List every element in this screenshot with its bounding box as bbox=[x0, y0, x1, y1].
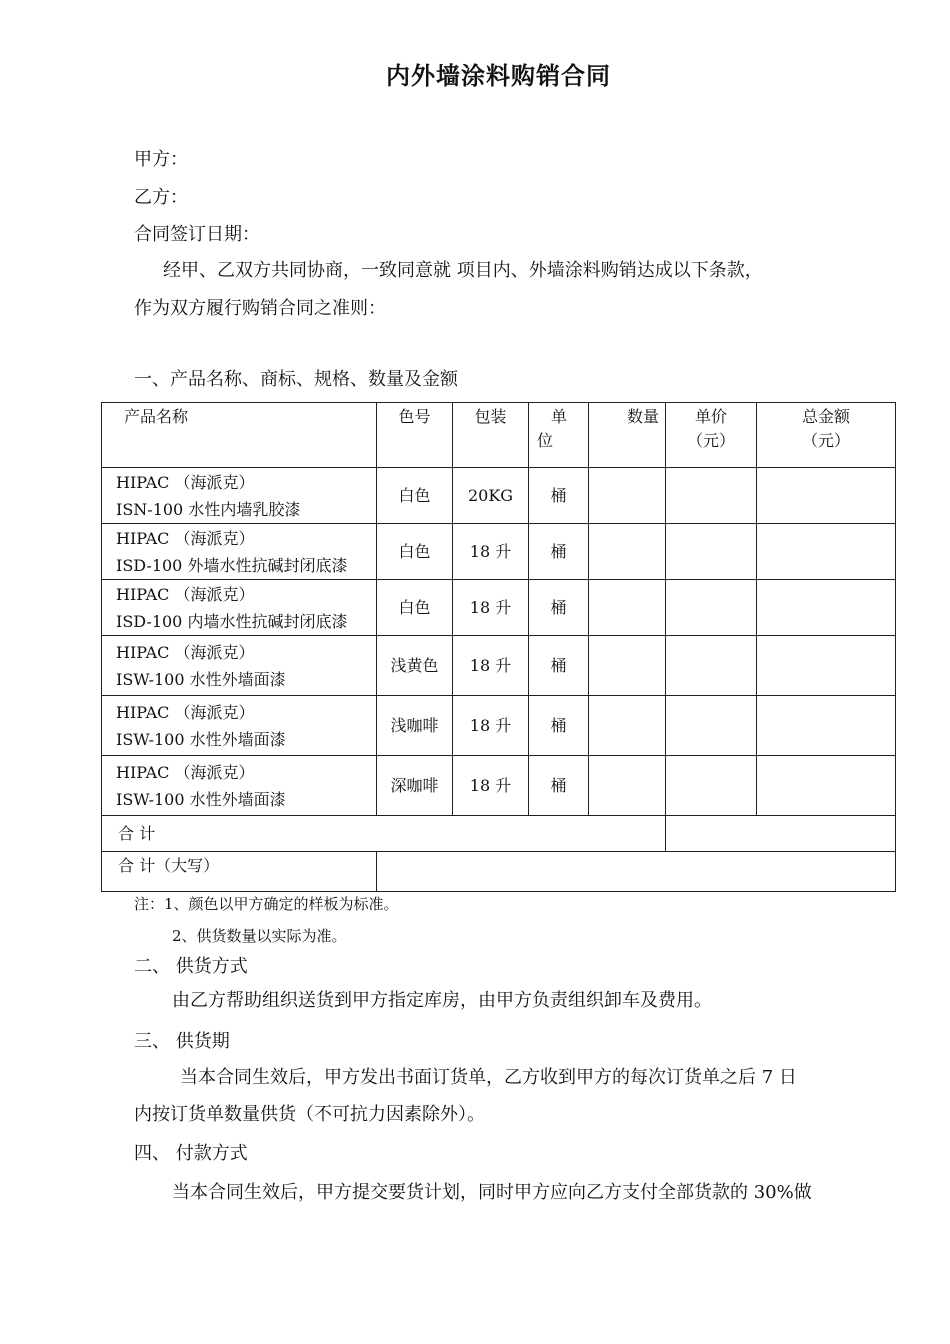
table-row bbox=[102, 696, 896, 756]
table-header-row bbox=[102, 403, 896, 468]
intro-paragraph-line1: 经甲、乙双方共同协商，一致同意就 项目内、外墙涂料购销达成以下条款， bbox=[163, 260, 763, 281]
table-sum-row bbox=[102, 816, 896, 852]
total-cell bbox=[757, 524, 896, 580]
table-row bbox=[102, 468, 896, 524]
note-2: 2、供货数量以实际为准。 bbox=[172, 927, 347, 945]
product-brand: HIPAC （海派克） bbox=[116, 702, 255, 722]
header-color: 色号 bbox=[377, 403, 453, 468]
unit-price-cell bbox=[666, 756, 757, 816]
product-model: ISW-100 水性外墙面漆 bbox=[116, 669, 286, 689]
header-unit-price-line2: （元） bbox=[686, 431, 735, 450]
section3-paragraph-line2: 内按订货单数量供货（不可抗力因素除外）。 bbox=[134, 1104, 485, 1125]
header-total-line1: 总金额 bbox=[801, 407, 850, 426]
unit-price-cell bbox=[666, 580, 757, 636]
product-name-cell bbox=[102, 580, 377, 636]
total-cell bbox=[757, 580, 896, 636]
sum-caps-label: 合 计（大写） bbox=[102, 852, 377, 892]
sign-date-label: 合同签订日期： bbox=[134, 224, 260, 245]
table-row bbox=[102, 756, 896, 816]
product-name-cell bbox=[102, 468, 377, 524]
quantity-cell bbox=[589, 756, 666, 816]
header-unit-line1: 单 bbox=[551, 407, 568, 426]
product-brand: HIPAC （海派克） bbox=[116, 584, 255, 604]
sum-value-cell bbox=[666, 816, 896, 852]
total-cell bbox=[757, 696, 896, 756]
table-row bbox=[102, 580, 896, 636]
product-brand: HIPAC （海派克） bbox=[116, 528, 255, 548]
product-model: ISW-100 水性外墙面漆 bbox=[116, 789, 286, 809]
package-cell: 18 升 bbox=[453, 636, 529, 696]
product-name-cell bbox=[102, 696, 377, 756]
section3-title: 三、 供货期 bbox=[134, 1031, 230, 1052]
section2-title: 二、 供货方式 bbox=[134, 956, 248, 977]
package-cell: 18 升 bbox=[453, 580, 529, 636]
unit-price-cell bbox=[666, 468, 757, 524]
unit-cell: 桶 bbox=[529, 580, 589, 636]
unit-price-cell bbox=[666, 524, 757, 580]
quantity-cell bbox=[589, 636, 666, 696]
product-name-cell bbox=[102, 756, 377, 816]
section1-title: 一、产品名称、商标、规格、数量及金额 bbox=[134, 369, 458, 390]
product-model: ISD-100 外墙水性抗碱封闭底漆 bbox=[116, 555, 348, 575]
party-b-label: 乙方： bbox=[134, 187, 188, 208]
quantity-cell bbox=[589, 524, 666, 580]
sum-caps-value-cell bbox=[377, 852, 896, 892]
header-package: 包装 bbox=[453, 403, 529, 468]
header-unit-price bbox=[666, 403, 757, 468]
product-model: ISN-100 水性内墙乳胶漆 bbox=[116, 499, 301, 519]
header-total-amount bbox=[757, 403, 896, 468]
header-unit bbox=[529, 403, 589, 468]
unit-cell: 桶 bbox=[529, 468, 589, 524]
header-unit-price-line1: 单价 bbox=[694, 407, 727, 426]
total-cell bbox=[757, 756, 896, 816]
product-brand: HIPAC （海派克） bbox=[116, 472, 255, 492]
color-cell: 浅黄色 bbox=[377, 636, 453, 696]
goods-table bbox=[101, 402, 896, 892]
color-cell: 白色 bbox=[377, 524, 453, 580]
package-cell: 20KG bbox=[453, 468, 529, 524]
table-row bbox=[102, 636, 896, 696]
color-cell: 白色 bbox=[377, 580, 453, 636]
product-brand: HIPAC （海派克） bbox=[116, 642, 255, 662]
color-cell: 浅咖啡 bbox=[377, 696, 453, 756]
header-quantity: 数量 bbox=[589, 403, 666, 468]
sum-label: 合 计 bbox=[102, 816, 666, 852]
unit-cell: 桶 bbox=[529, 524, 589, 580]
product-model: ISD-100 内墙水性抗碱封闭底漆 bbox=[116, 611, 348, 631]
quantity-cell bbox=[589, 580, 666, 636]
package-cell: 18 升 bbox=[453, 696, 529, 756]
quantity-cell bbox=[589, 468, 666, 524]
package-cell: 18 升 bbox=[453, 524, 529, 580]
unit-cell: 桶 bbox=[529, 696, 589, 756]
color-cell: 深咖啡 bbox=[377, 756, 453, 816]
unit-cell: 桶 bbox=[529, 756, 589, 816]
table-row bbox=[102, 524, 896, 580]
color-cell: 白色 bbox=[377, 468, 453, 524]
package-cell: 18 升 bbox=[453, 756, 529, 816]
product-model: ISW-100 水性外墙面漆 bbox=[116, 729, 286, 749]
product-name-cell bbox=[102, 636, 377, 696]
product-brand: HIPAC （海派克） bbox=[116, 762, 255, 782]
section3-paragraph-line1: 当本合同生效后，甲方发出书面订货单，乙方收到甲方的每次订货单之后 7 日 bbox=[180, 1067, 797, 1088]
document-title: 内外墙涂料购销合同 bbox=[386, 62, 611, 90]
party-a-label: 甲方： bbox=[134, 149, 188, 170]
total-cell bbox=[757, 636, 896, 696]
header-product-name: 产品名称 bbox=[102, 403, 377, 468]
section4-title: 四、 付款方式 bbox=[134, 1143, 248, 1164]
unit-price-cell bbox=[666, 696, 757, 756]
intro-paragraph-line2: 作为双方履行购销合同之准则： bbox=[134, 298, 386, 319]
product-name-cell bbox=[102, 524, 377, 580]
unit-price-cell bbox=[666, 636, 757, 696]
header-unit-line2: 位 bbox=[537, 431, 554, 450]
table-sum-caps-row bbox=[102, 852, 896, 892]
header-total-line2: （元） bbox=[801, 431, 850, 450]
total-cell bbox=[757, 468, 896, 524]
quantity-cell bbox=[589, 696, 666, 756]
section2-text: 由乙方帮助组织送货到甲方指定库房，由甲方负责组织卸车及费用。 bbox=[172, 990, 712, 1011]
unit-cell: 桶 bbox=[529, 636, 589, 696]
note-1: 注：1、颜色以甲方确定的样板为标准。 bbox=[134, 895, 399, 913]
section4-paragraph-line1: 当本合同生效后，甲方提交要货计划，同时甲方应向乙方支付全部货款的 30%做 bbox=[172, 1182, 812, 1203]
